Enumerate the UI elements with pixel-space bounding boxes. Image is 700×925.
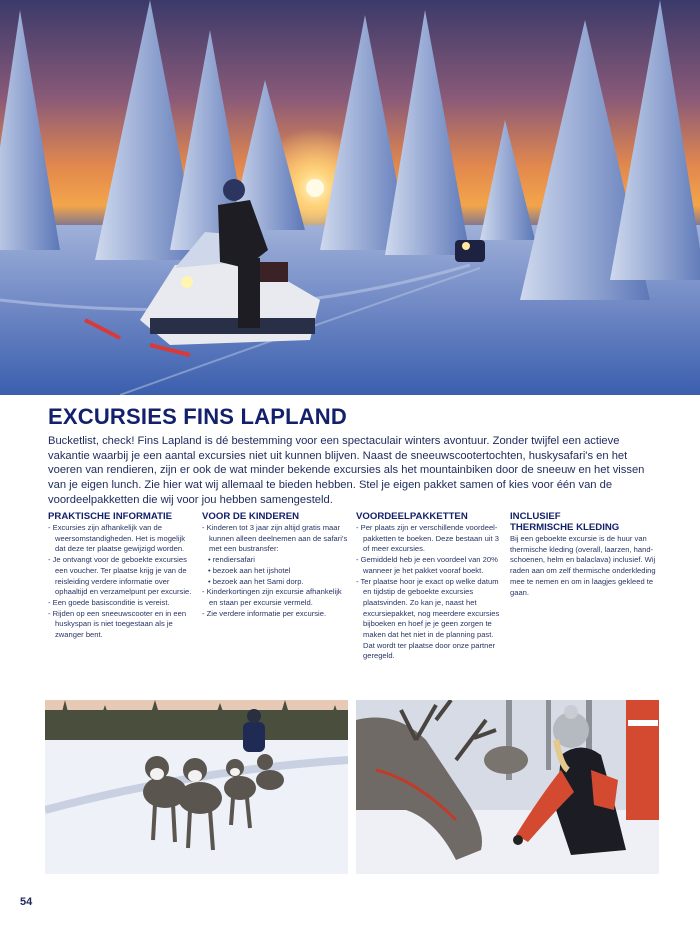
column-text: Bij een geboekte excursie is de huur van thermische kleding (overall, laarzen, handschoenen, helm en balaclava) inclusief. Wij raden aan om zelf thermische onderkleding mee te nemen en om in laagjes gekleed te gaan. <box>510 534 656 597</box>
list-item: - Per plaats zijn er verschillende voordeelpakketten te boeken. Deze bestaan uit 3 of meer excursies. <box>356 523 499 554</box>
list-item: - Je ontvangt voor de geboekte excursies een voucher. Ter plaatse krijg je van de reisleiding verdere informatie over ophaaltijd en verzamelpunt per excursie. <box>48 555 192 597</box>
info-column-thermal-clothing <box>510 511 660 598</box>
column-heading: PRAKTISCHE INFORMATIE <box>48 511 173 522</box>
column-heading-line: INCLUSIEF <box>510 511 561 522</box>
list-item: - Kinderen tot 3 jaar zijn altijd gratis maar kunnen alleen deelnemen aan de safari's met een bustransfer: <box>202 523 348 554</box>
photo-husky-sled <box>45 700 348 874</box>
column-heading <box>510 511 660 533</box>
list-item: - Zie verdere informatie per excursie. <box>202 608 327 618</box>
list-item: - Ter plaatse hoor je exact op welke datum en tijdstip de geboekte excursies plaatsvinden. Zo kan je, naast het excursiepakket, nog meerdere excursies bijboeken en hoef je je geen zorgen te maken dat het niet in de planning past. Dat wordt ter plaatse door onze partner geregeld. <box>356 576 500 661</box>
list-item: - Rijden op een sneeuwscooter en in een huskyspan is niet toegestaan als je zwanger bent. <box>48 608 187 640</box>
info-column-children <box>202 511 348 619</box>
list-item: - Excursies zijn afhankelijk van de weersomstandigheden. Het is mogelijk dat deze ter plaatse gewijzigd worden. <box>48 523 186 554</box>
intro-paragraph: Bucketlist, check! Fins Lapland is dé bestemming voor een spectaculair winters avontuur. Zonder twijfel een actieve vakantie waarbij je een aantal excursies niet uit kunnen blijven. Naast de sneeuwscootertochten, huskysafari's en het voeren van rendieren, zijn er ook de wat minder bekende excursies als het mountainbiken door de sneeuw en het vissen van je eigen lunch. Zie hier wat wij allemaal te bieden hebben. Stel je eigen pakket samen of kies voor één van de voordeelpakketten die wij voor jou hebben samengesteld. <box>48 435 645 506</box>
list-item: • bezoek aan het ijshotel <box>208 565 291 575</box>
photo-reindeer-feeding <box>356 700 659 874</box>
list-item: - Kinderkortingen zijn excursie afhankelijk en staan per excursie vermeld. <box>202 587 342 607</box>
list-item: - Een goede basisconditie is vereist. <box>48 597 170 607</box>
list-item: • rendiersafari <box>208 555 255 565</box>
column-heading: VOORDEELPAKKETTEN <box>356 511 468 522</box>
hero-photo-snowmobile-sunset <box>0 0 700 395</box>
page-title: EXCURSIES FINS LAPLAND <box>48 404 347 429</box>
page-number: 54 <box>20 896 33 908</box>
list-item: - Gemiddeld heb je een voordeel van 20% wanneer je het pakket vooraf boekt. <box>356 555 498 575</box>
list-item: • bezoek aan het Sami dorp. <box>208 576 304 586</box>
column-heading: VOOR DE KINDEREN <box>202 511 300 522</box>
info-column-practical <box>48 511 196 641</box>
info-column-packages <box>356 511 504 662</box>
column-heading-line: THERMISCHE KLEDING <box>510 522 620 533</box>
